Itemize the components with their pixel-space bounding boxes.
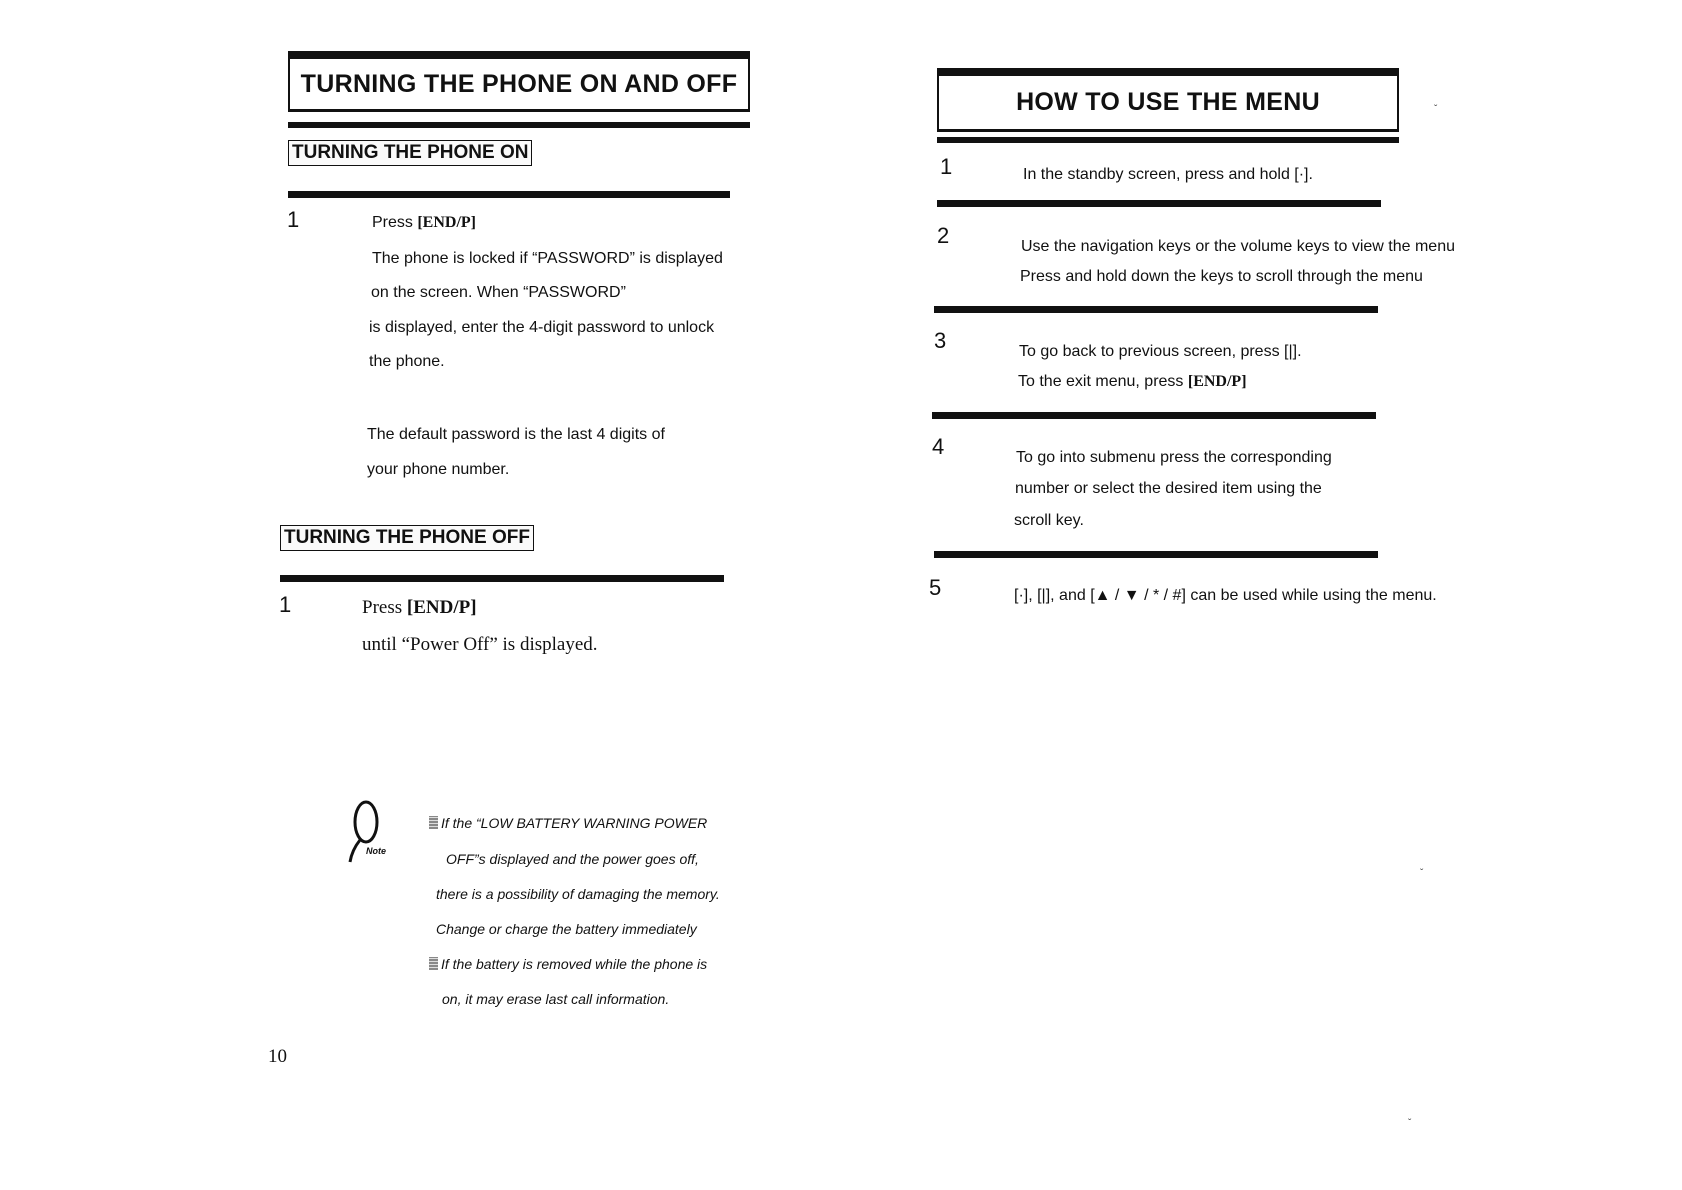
note-line-5 [429, 956, 707, 972]
menu-rule-2 [934, 306, 1378, 313]
default-password-line-1: The default password is the last 4 digits of [367, 426, 665, 443]
press-prefix: Press [372, 214, 418, 231]
title-underline-left [288, 109, 750, 112]
section-rule-off [280, 575, 724, 582]
menu-step-5-number: 5 [929, 575, 942, 600]
exit-key-label: [END/P] [1187, 373, 1247, 390]
page-title-left-text: TURNING THE PHONE ON AND OFF [300, 69, 738, 98]
menu-rule-1 [937, 200, 1381, 207]
menu-rule-3 [932, 412, 1376, 419]
scan-speck: ˇ [1420, 868, 1424, 879]
page-title-right-text: HOW TO USE THE MENU [1016, 88, 1320, 116]
note-line-3: there is a possibility of damaging the memory. [436, 886, 720, 902]
title-underline-left-thick [288, 122, 750, 128]
menu-step-4-number: 4 [932, 434, 945, 459]
note-line-6: on, it may erase last call information. [442, 991, 670, 1007]
section-rule-on [288, 191, 730, 198]
note-line-5-text: If the battery is removed while the phone is [441, 956, 708, 972]
default-password-line-2: your phone number. [367, 461, 510, 478]
lock-text-line-2: on the screen. When “PASSWORD” [371, 284, 626, 301]
title-underline-right [937, 129, 1399, 132]
note-bullet-icon [429, 816, 438, 829]
step-number-off: 1 [279, 592, 292, 617]
menu-step-2-line-2: Press and hold down the keys to scroll through the menu [1020, 268, 1423, 285]
lock-text-line-3: is displayed, enter the 4-digit password to unlock [369, 319, 715, 336]
menu-rule-4 [934, 551, 1378, 558]
lock-text-line-1: The phone is locked if “PASSWORD” is displayed [372, 250, 723, 267]
note-bullet-icon [429, 957, 438, 970]
menu-step-4-line-1: To go into submenu press the corresponding [1016, 449, 1332, 466]
menu-step-2-line-1: Use the navigation keys or the volume keys to view the menu [1021, 238, 1455, 255]
menu-step-3-number: 3 [934, 328, 947, 353]
page-number: 10 [268, 1046, 287, 1067]
note-line-4: Change or charge the battery immediately [436, 921, 697, 937]
section-heading-on: TURNING THE PHONE ON [288, 140, 532, 166]
page-title-left [288, 51, 750, 109]
menu-step-1-number: 1 [940, 154, 953, 179]
press-end-line-on [372, 214, 476, 232]
end-key-label: [END/P] [417, 214, 476, 231]
menu-step-1-line-1: In the standby screen, press and hold [·]. [1023, 166, 1313, 183]
note-line-1-text: If the “LOW BATTERY WARNING POWER [441, 815, 708, 831]
press-prefix-off: Press [362, 597, 407, 618]
end-key-label-off: [END/P] [406, 597, 477, 618]
menu-step-4-line-2: number or select the desired item using the [1015, 480, 1322, 497]
page-title-right [937, 68, 1399, 129]
press-end-line-off [362, 597, 477, 619]
note-icon [344, 798, 396, 868]
lock-text-line-4: the phone. [369, 353, 445, 370]
section-heading-off: TURNING THE PHONE OFF [280, 525, 534, 551]
step-number-on: 1 [287, 207, 300, 232]
menu-step-2-number: 2 [937, 223, 950, 248]
note-icon-label: Note [366, 846, 386, 856]
scan-speck: ˇ [1434, 104, 1438, 115]
power-off-line: until “Power Off” is displayed. [362, 634, 598, 655]
menu-step-4-line-3: scroll key. [1014, 512, 1084, 529]
note-line-2: OFF”s displayed and the power goes off, [446, 851, 699, 867]
exit-prefix: To the exit menu, press [1018, 373, 1188, 390]
menu-step-3-line-2 [1018, 373, 1247, 391]
note-line-1 [429, 815, 707, 831]
title-underline-right-thick [937, 137, 1399, 143]
scan-speck: ˇ [1408, 1118, 1412, 1129]
menu-step-5-line-1: [·], [|], and [▲ / ▼ / * / #] can be used while using the menu. [1014, 587, 1437, 604]
menu-step-3-line-1: To go back to previous screen, press [|]. [1019, 343, 1302, 360]
